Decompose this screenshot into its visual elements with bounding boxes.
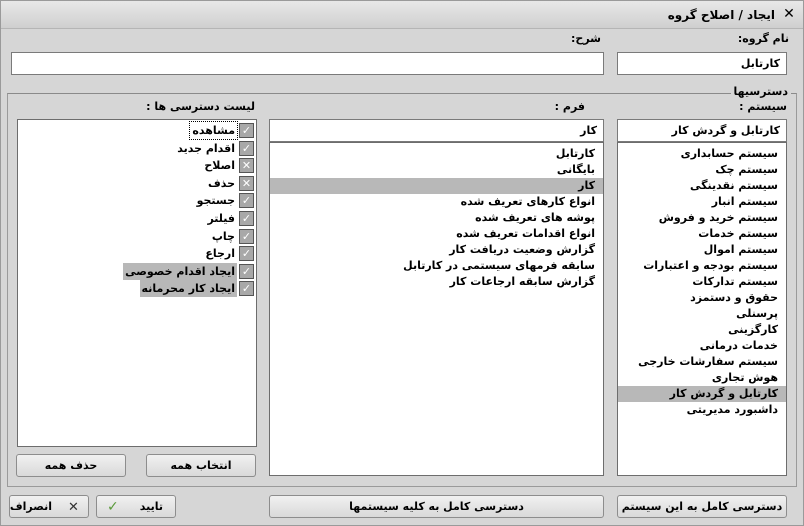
system-input[interactable]: کارتابل و گردش کار [617,119,787,142]
title-bar [1,1,803,29]
cancel-label: انصراف [9,500,52,513]
system-list-item[interactable]: سیستم حسابداری [680,147,778,160]
confirm-button[interactable] [96,495,176,518]
system-list-item[interactable]: هوش تجاری [711,371,778,384]
permission-label: ایجاد اقدام خصوصی [125,264,235,278]
permission-item[interactable] [129,175,254,192]
permission-label: ایجاد کار محرمانه [141,282,235,296]
select-all-button[interactable]: انتخاب همه [146,454,256,477]
full-access-system-button[interactable]: دسترسی کامل به این سیستم [617,495,787,518]
permissions-list[interactable] [17,119,257,447]
group-name-label: نام گروه: [737,32,789,45]
permissions-label: لیست دسترسی ها : [146,100,255,113]
system-list-item[interactable]: سیستم انبار [711,195,778,208]
permission-item[interactable] [129,228,254,245]
full-access-all-button[interactable]: دسترسی کامل به کلیه سیستمها [269,495,604,518]
check-icon[interactable]: ✓ [239,281,254,296]
delete-all-button[interactable]: حذف همه [16,454,126,477]
system-list-item[interactable]: داشبورد مدیریتی [686,403,778,416]
access-group-title: دسترسیها [731,85,792,98]
permission-item[interactable] [129,122,254,139]
system-list-item[interactable]: سیستم بودجه و اعتبارات [643,259,778,272]
permission-label: مشاهده [192,124,235,137]
window-title: ایجاد / اصلاح گروه [667,8,775,22]
system-list-item[interactable]: کارگزینی [728,323,778,336]
permission-label: ارجاع [205,247,235,261]
form-input[interactable]: کار [269,119,604,142]
permission-item[interactable] [129,280,254,297]
system-label: سیستم : [739,100,787,113]
check-icon[interactable]: ✓ [239,229,254,244]
cross-icon[interactable]: ✕ [239,176,254,191]
close-icon: ✕ [68,500,79,515]
system-list-item[interactable]: حقوق و دستمزد [690,291,778,304]
system-list-item[interactable]: سیستم خدمات [698,227,778,240]
check-icon[interactable]: ✓ [239,193,254,208]
system-list-item[interactable]: خدمات درمانی [699,339,778,352]
form-list-item[interactable]: سابقه فرمهای سیستمی در کارتابل [403,259,595,272]
form-list-item[interactable]: انواع اقدامات تعریف شده [456,227,595,240]
confirm-label: تایید [139,500,163,513]
system-list-item[interactable]: سیستم اموال [703,243,778,256]
group-name-input[interactable]: کارتابل [617,52,787,75]
form-list-item[interactable]: گزارش سابقه ارجاعات کار [449,275,595,288]
permission-label: اقدام جدید [177,141,235,155]
cross-icon[interactable]: ✕ [239,158,254,173]
system-list-item[interactable]: کارتابل و گردش کار [618,386,786,402]
form-list[interactable] [269,142,604,476]
description-input[interactable] [11,52,604,75]
system-list-item[interactable]: سیستم خرید و فروش [658,211,778,224]
check-icon[interactable]: ✓ [239,246,254,261]
permission-label: اصلاح [204,159,235,173]
form-list-item[interactable]: کارتابل [555,147,595,160]
system-list[interactable] [617,142,787,476]
description-label: شرح: [571,32,601,45]
permission-item[interactable] [129,140,254,157]
permission-label: جستجو [196,194,235,208]
permission-item[interactable] [129,157,254,174]
check-icon: ✓ [107,499,119,515]
check-icon[interactable]: ✓ [239,264,254,279]
check-icon[interactable]: ✓ [239,211,254,226]
permission-item[interactable] [129,210,254,227]
system-list-item[interactable]: سیستم چک [715,163,778,176]
form-list-item[interactable]: گزارش وضعیت دریافت کار [449,243,595,256]
check-icon[interactable]: ✓ [239,123,254,138]
permission-item[interactable] [129,245,254,262]
permission-item[interactable] [125,263,254,280]
system-list-item[interactable]: سیستم سفارشات خارجی [638,355,778,368]
form-list-item[interactable]: کار [270,178,603,194]
form-list-item[interactable]: انواع کارهای تعریف شده [460,195,595,208]
permission-label: چاپ [211,229,235,243]
system-list-item[interactable]: پرسنلی [736,307,778,320]
permission-label: فیلتر [207,212,235,225]
system-list-item[interactable]: سیستم نقدینگی [690,179,778,192]
permission-label: حذف [207,176,235,190]
close-icon[interactable]: ✕ [783,6,795,22]
form-list-item[interactable]: بایگانی [556,163,595,176]
check-icon[interactable]: ✓ [239,141,254,156]
form-list-item[interactable]: پوشه های تعریف شده [475,211,595,224]
system-list-item[interactable]: سیستم تدارکات [692,275,778,288]
cancel-button[interactable] [9,495,89,518]
form-label: فرم : [554,100,585,113]
permission-item[interactable] [129,192,254,209]
